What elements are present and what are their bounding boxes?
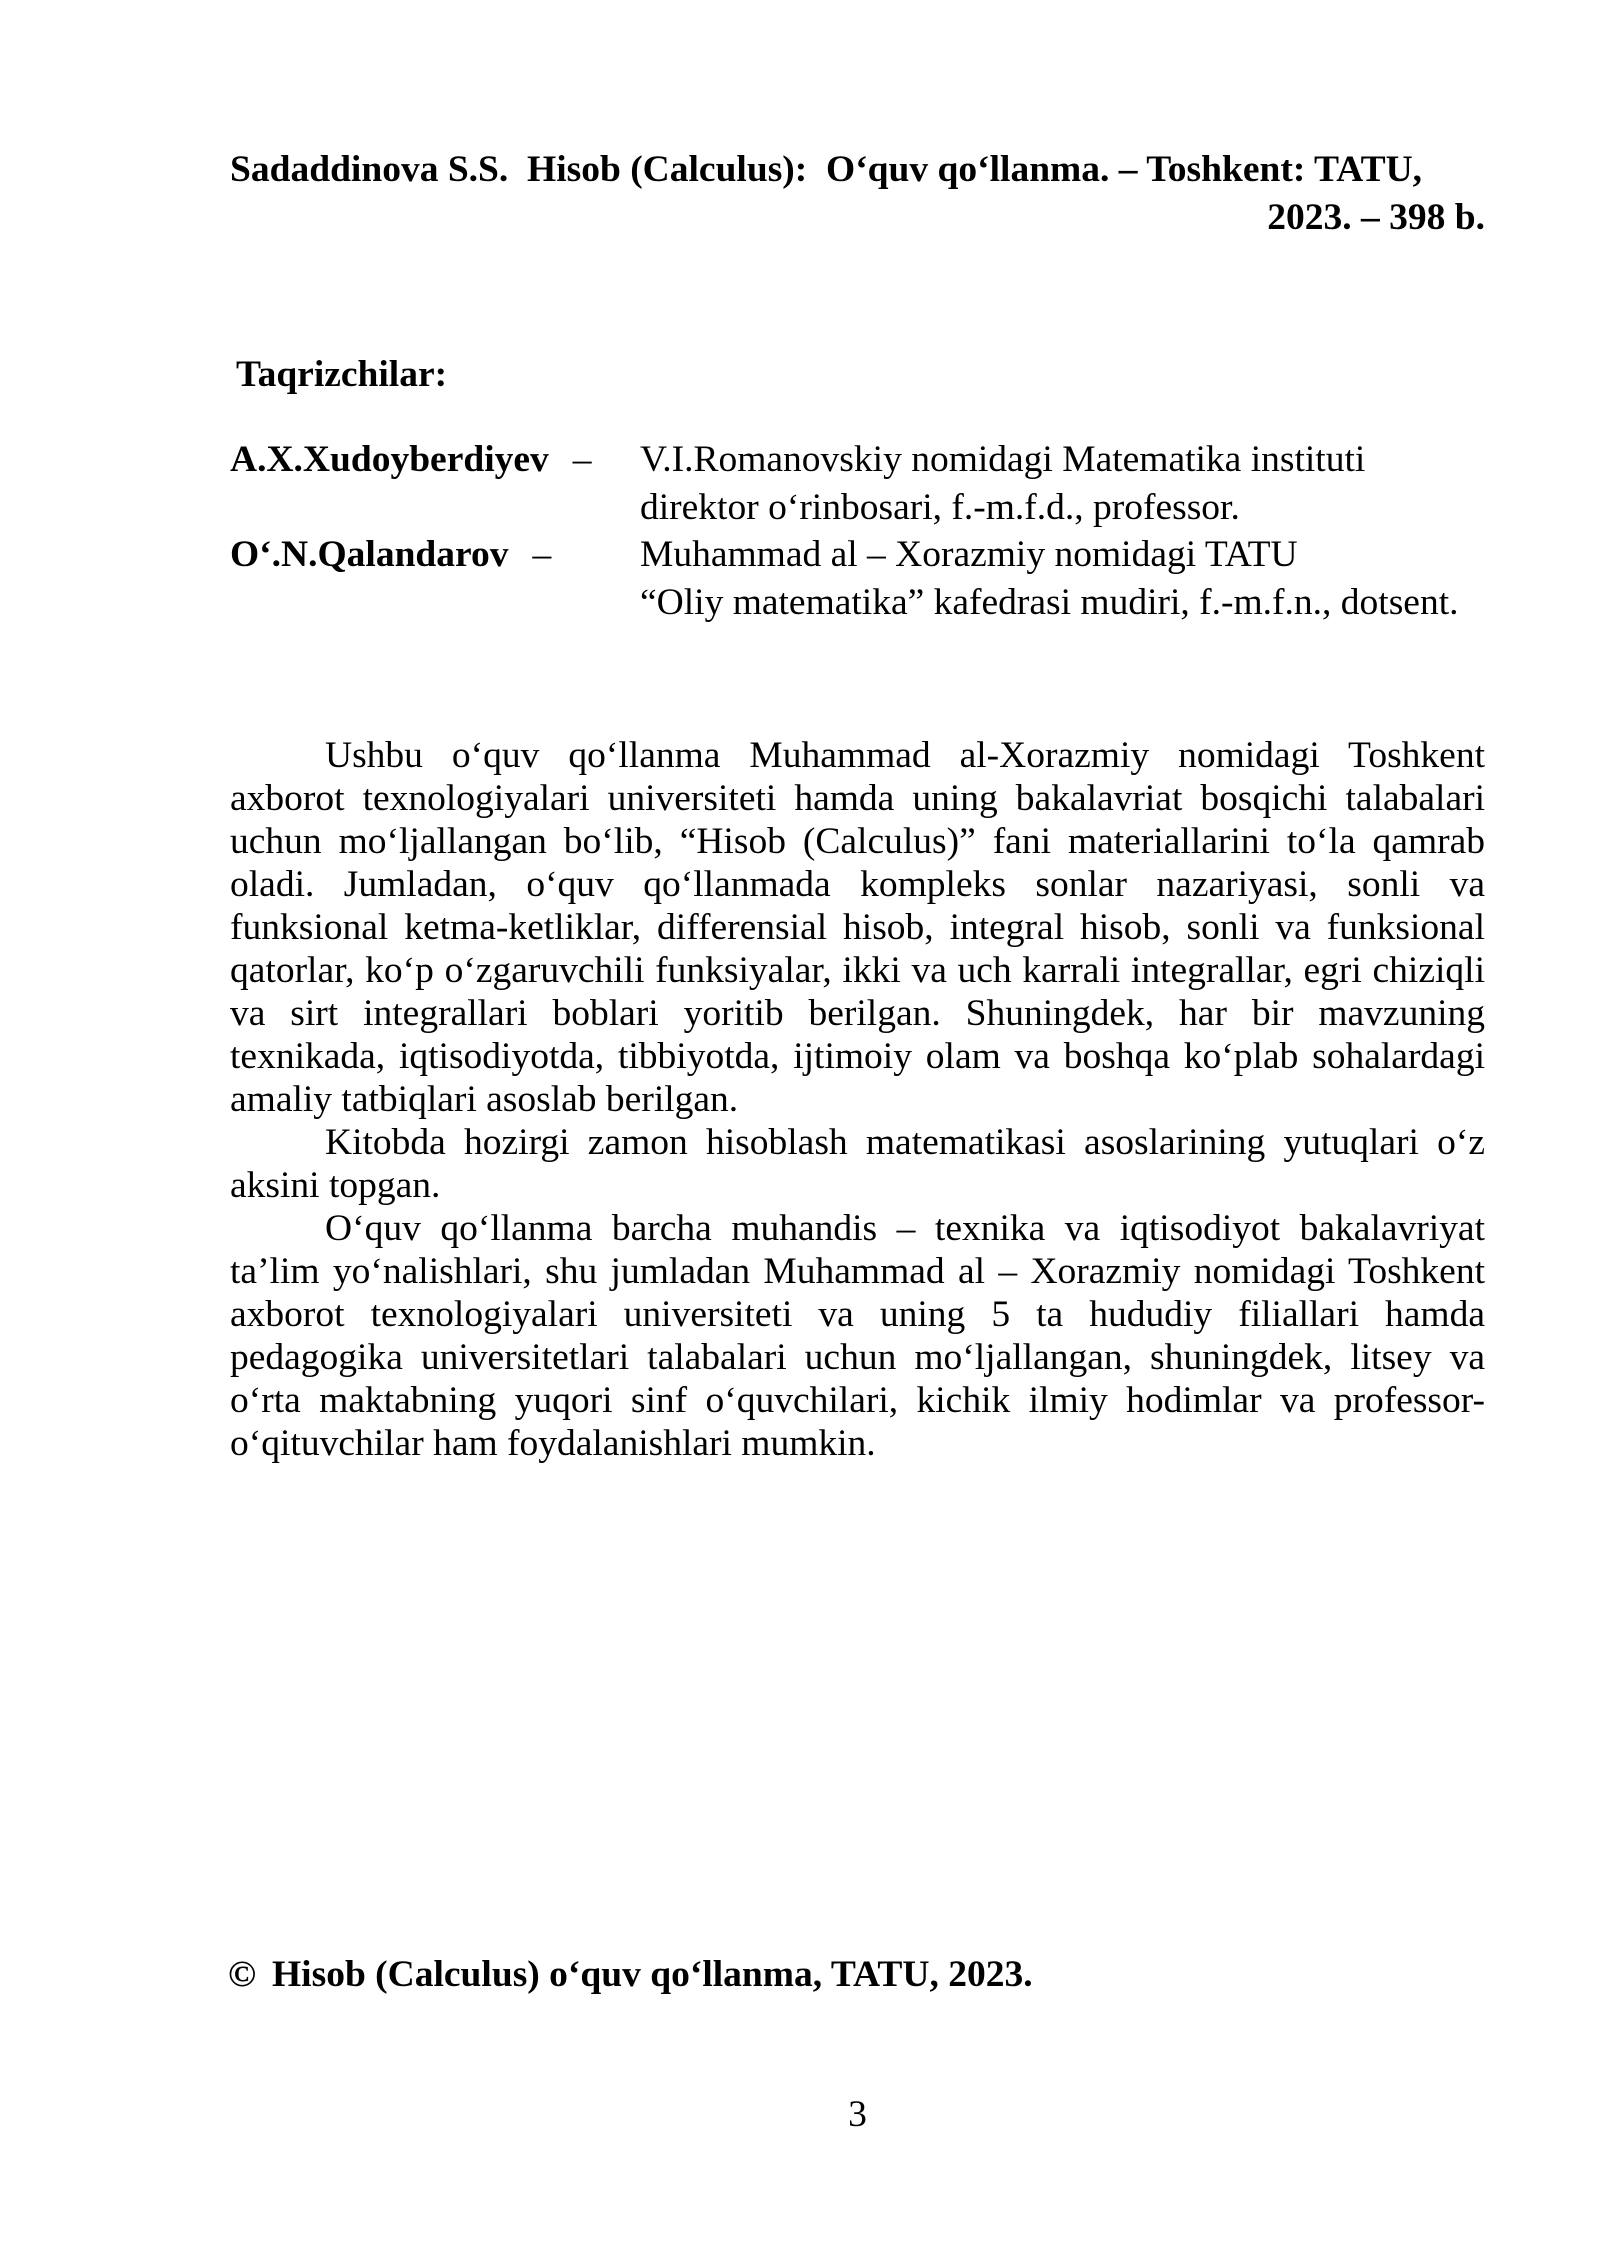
citation-header: [230, 146, 1485, 242]
reviewer-title: “Oliy matematika” kafedrasi mudiri, f.-m.f.n., dotsent.: [640, 581, 1459, 623]
annotation-text: [230, 734, 1485, 1465]
reviewer-description: [640, 531, 1510, 626]
reviewer-name: A.X.Xudoyberdiyev: [230, 439, 549, 480]
reviewer-affiliation: V.I.Romanovskiy nomidagi Matematika instituti: [640, 439, 1366, 480]
copyright-line: [228, 1953, 1033, 1996]
reviewer-title: direktor o‘rinbosari, f.-m.f.d., professor.: [640, 486, 1240, 528]
annotation-paragraph-3: O‘quv qo‘llanma barcha muhandis – texnika va iqtisodiyot bakalavriyat ta’lim yo‘nalishlari, shu jumladan Muhammad al – Xorazmiy nomidagi Toshkent axborot texnologiyalari universiteti va uning 5 ta hududiy filiallari hamda pedagogika universitetlari talabalari uchun mo‘ljallangan, shuningdek, litsey va o‘rta maktabning yuqori sinf o‘quvchilari, kichik ilmiy hodimlar va professor-o‘qituvchilar ham foydalanishlari mumkin.: [230, 1208, 1485, 1464]
annotation-paragraph-1: Ushbu o‘quv qo‘llanma Muhammad al-Xorazmiy nomidagi Toshkent axborot texnologiyalari universiteti hamda uning bakalavriat bosqichi talabalari uchun mo‘ljallangan bo‘lib, “Hisob (Calculus)” fani materiallarini to‘la qamrab oladi. Jumladan, o‘quv qo‘llanmada kompleks sonlar nazariyasi, sonli va funksional ketma-ketliklar, differensial hisob, integral hisob, sonli va funksional qatorlar, ko‘p o‘zgaruvchili funksiyalar, ikki va uch karrali integrallar, egri chiziqli va sirt integrallari boblari yoritib berilgan. Shuningdek, har bir mavzuning texnikada, iqtisodiyotda, tibbiyotda, ijtimoiy olam va boshqa ko‘plab sohalardagi amaliy tatbiqlari asoslab berilgan.: [230, 735, 1485, 1120]
citation-line-2: 2023. – 398 b.: [1267, 197, 1485, 238]
reviewer-row: [230, 436, 1510, 531]
reviewer-name: O‘.N.Qalandarov: [230, 534, 509, 575]
reviewer-affiliation: Muhammad al – Xorazmiy nomidagi TATU: [640, 534, 1298, 575]
annotation-paragraph-2: Kitobda hozirgi zamon hisoblash matematikasi asoslarining yutuqlari o‘z aksini topgan.: [230, 1122, 1485, 1206]
dash-separator: –: [532, 534, 552, 575]
page-number: 3: [848, 2094, 867, 2135]
reviewer-row: [230, 531, 1510, 626]
dash-separator: –: [572, 439, 592, 480]
reviewer-name-cell: [230, 436, 640, 484]
citation-line-1: Sadaddinova S.S. Hisob (Calculus): O‘quv qo‘llanma. – Toshkent: TATU,: [230, 149, 1423, 190]
reviewer-description: [640, 436, 1510, 531]
reviewers-list: [230, 436, 1510, 626]
reviewers-heading: Taqrizchilar:: [236, 354, 448, 395]
reviewer-name-cell: [230, 531, 640, 579]
copyright-symbol: ©: [228, 1954, 257, 1995]
copyright-text: Hisob (Calculus) o‘quv qo‘llanma, TATU, 2023.: [272, 1954, 1033, 1995]
